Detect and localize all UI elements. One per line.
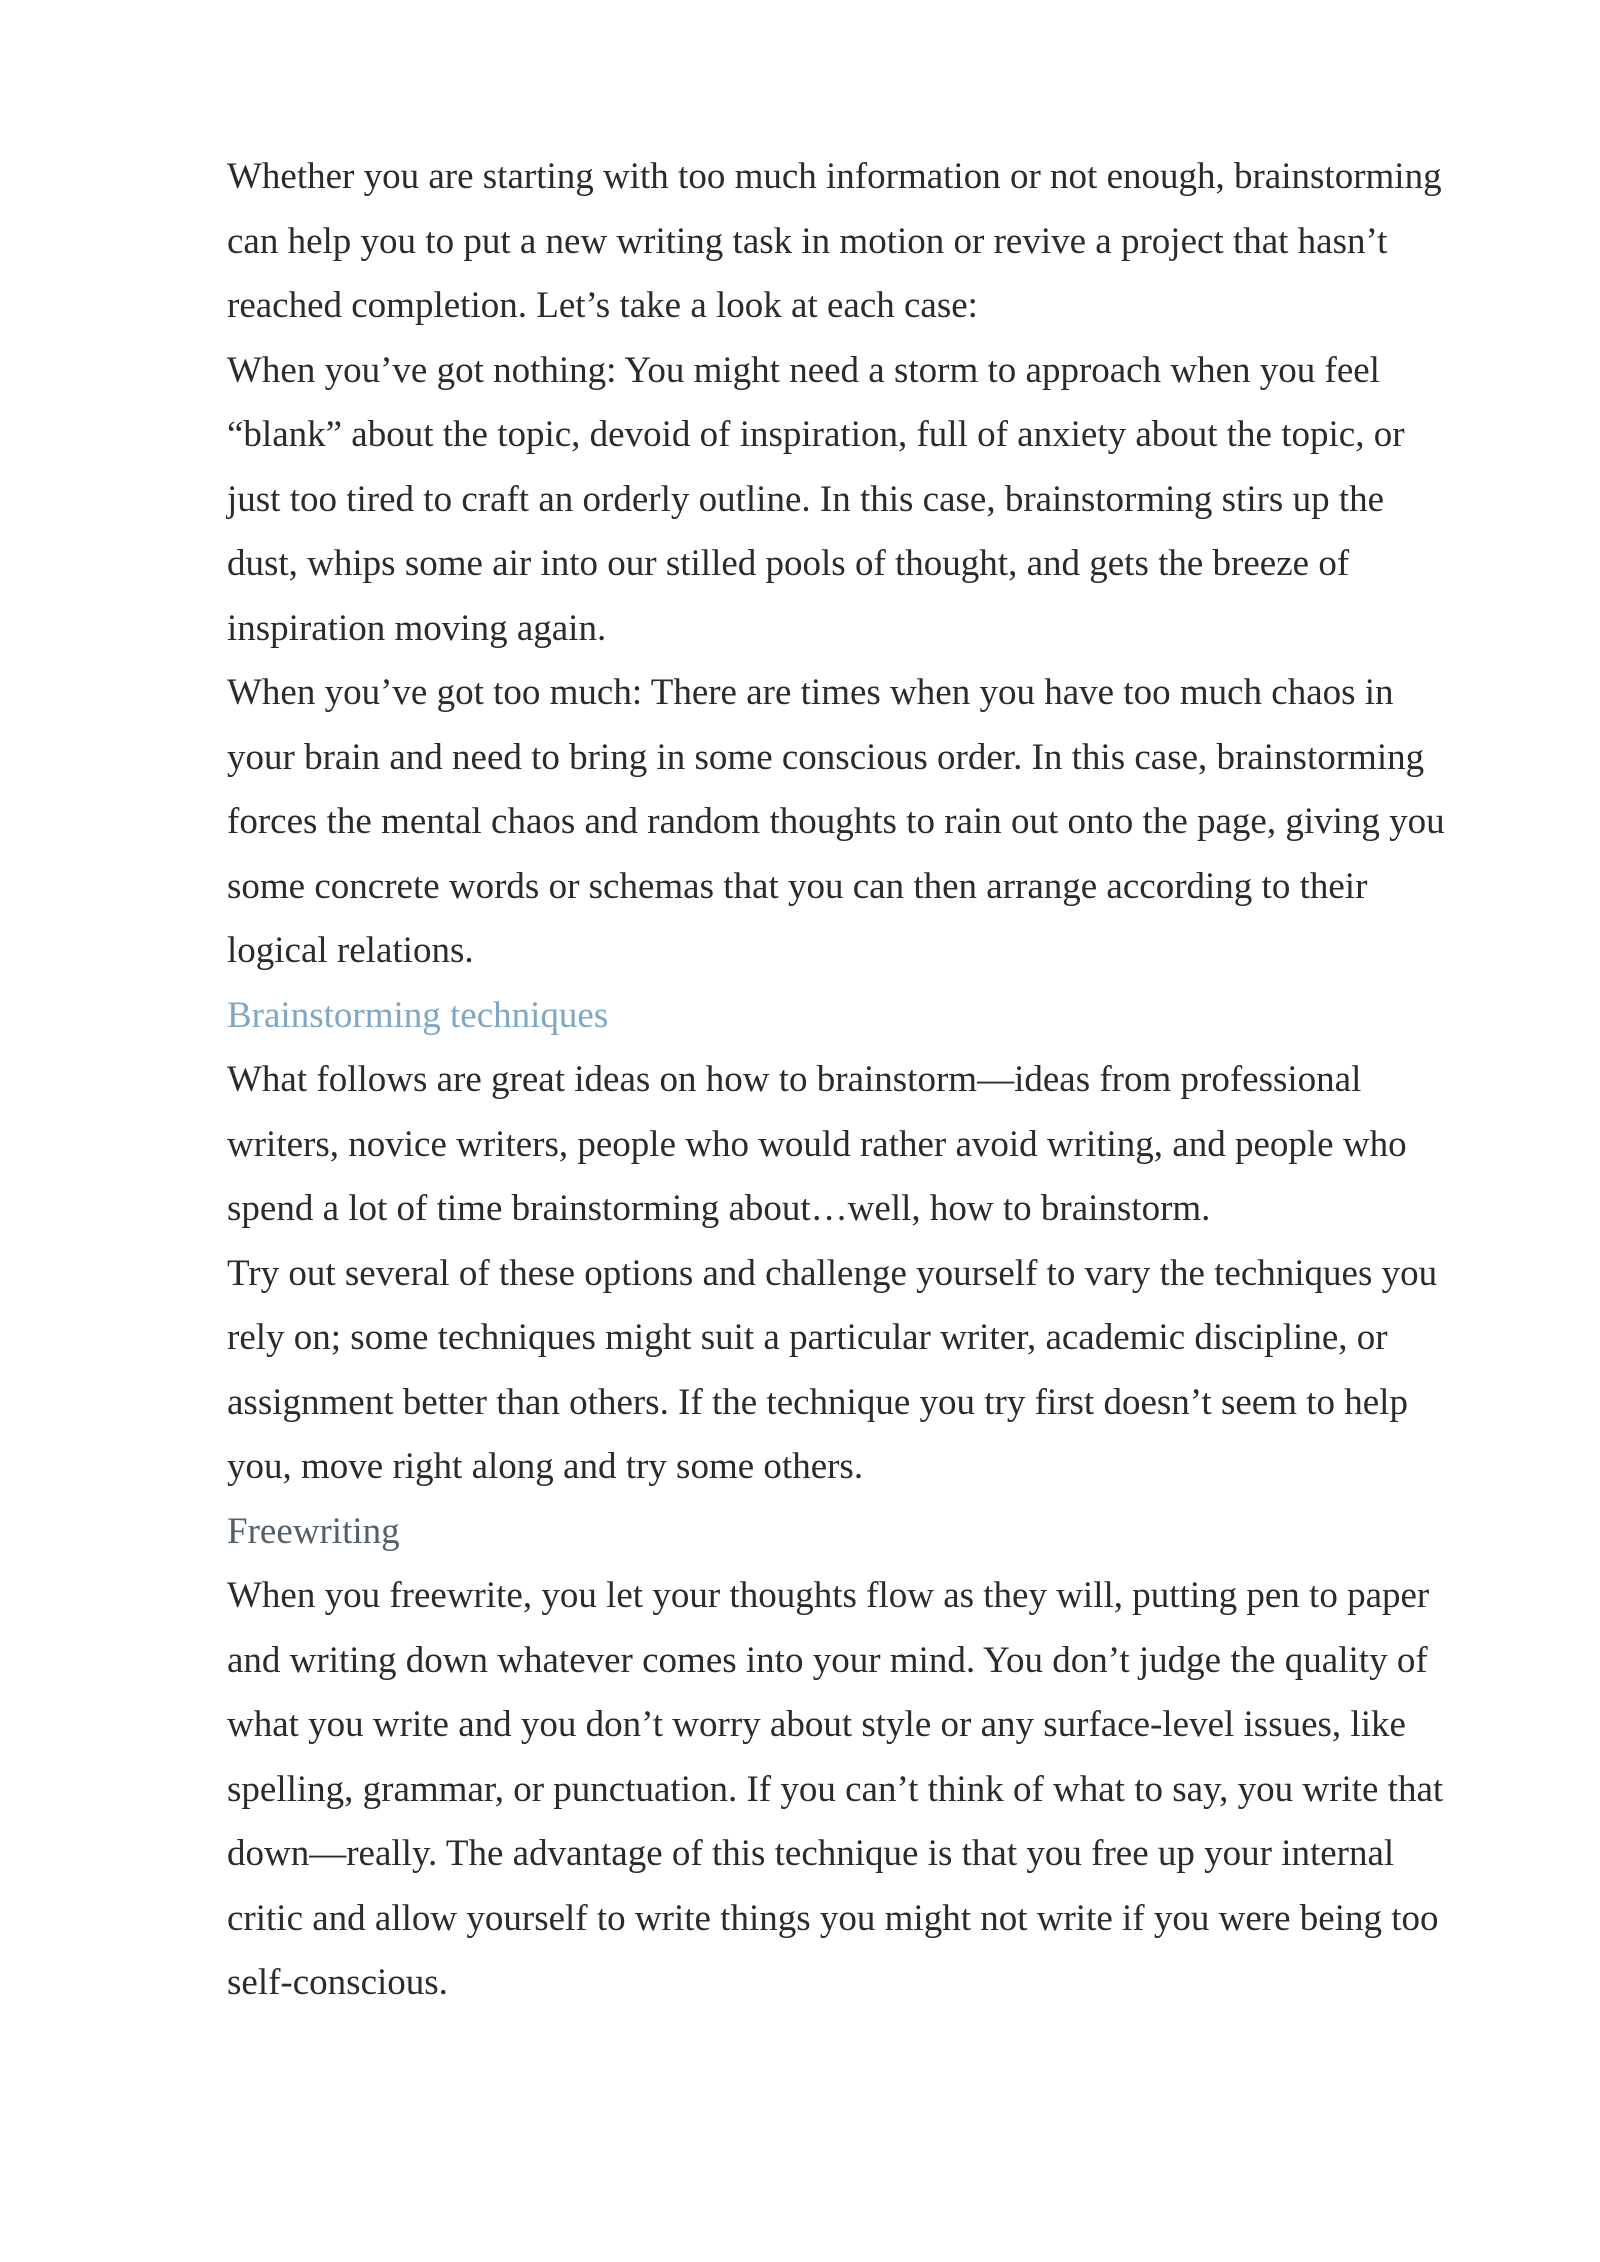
paragraph-freewriting (227, 1564, 1497, 2016)
paragraph-got-nothing (227, 339, 1497, 662)
text-line: your brain and need to bring in some conscious order. In this case, brainstorming (227, 736, 1425, 778)
text-line: just too tired to craft an orderly outline. In this case, brainstorming stirs up the (227, 478, 1385, 520)
text-line: Whether you are starting with too much information or not enough, brainstorming (227, 156, 1442, 197)
text-line: reached completion. Let’s take a look at each case: (227, 285, 978, 326)
text-line: critic and allow yourself to write things you might not write if you were being too (227, 1897, 1439, 1939)
text-line: What follows are great ideas on how to brainstorm—ideas from professional (227, 1059, 1362, 1100)
text-line: and writing down whatever comes into your mind. You don’t judge the quality of (227, 1639, 1428, 1681)
text-line: logical relations. (227, 930, 474, 971)
text-line: When you’ve got too much: There are times when you have too much chaos in (227, 672, 1394, 713)
text-line: “blank” about the topic, devoid of inspiration, full of anxiety about the topic, or (227, 414, 1405, 455)
paragraph-what-follows (227, 1048, 1497, 1242)
text-line: When you freewrite, you let your thoughts flow as they will, putting pen to paper (227, 1575, 1430, 1616)
paragraph-got-too-much (227, 661, 1497, 984)
text-line: assignment better than others. If the technique you try first doesn’t seem to help (227, 1381, 1408, 1423)
text-line: writers, novice writers, people who would rather avoid writing, and people who (227, 1123, 1407, 1165)
text-line: spelling, grammar, or punctuation. If you can’t think of what to say, you write that (227, 1768, 1444, 1810)
document-body (227, 145, 1497, 2016)
text-line: can help you to put a new writing task in motion or revive a project that hasn’t (227, 220, 1388, 262)
text-line: When you’ve got nothing: You might need a storm to approach when you feel (227, 349, 1380, 391)
paragraph-intro (227, 145, 1497, 339)
text-line: Try out several of these options and challenge yourself to vary the techniques you (227, 1252, 1438, 1294)
text-line: inspiration moving again. (227, 607, 607, 649)
text-line: self-conscious. (227, 1962, 448, 2003)
text-line: spend a lot of time brainstorming about…well, how to brainstorm. (227, 1188, 1211, 1229)
text-line: down—really. The advantage of this technique is that you free up your internal (227, 1833, 1395, 1874)
text-line: some concrete words or schemas that you can then arrange according to their (227, 865, 1368, 907)
text-line: you, move right along and try some others. (227, 1446, 864, 1487)
paragraph-try-out (227, 1242, 1497, 1500)
text-line: dust, whips some air into our stilled pools of thought, and gets the breeze of (227, 543, 1350, 584)
text-line: what you write and you don’t worry about style or any surface-level issues, like (227, 1704, 1406, 1745)
text-line: rely on; some techniques might suit a particular writer, academic discipline, or (227, 1317, 1388, 1358)
heading-freewriting: Freewriting (227, 1510, 400, 1552)
heading-brainstorming-techniques: Brainstorming techniques (227, 994, 609, 1036)
text-line: forces the mental chaos and random thoughts to rain out onto the page, giving you (227, 801, 1445, 842)
